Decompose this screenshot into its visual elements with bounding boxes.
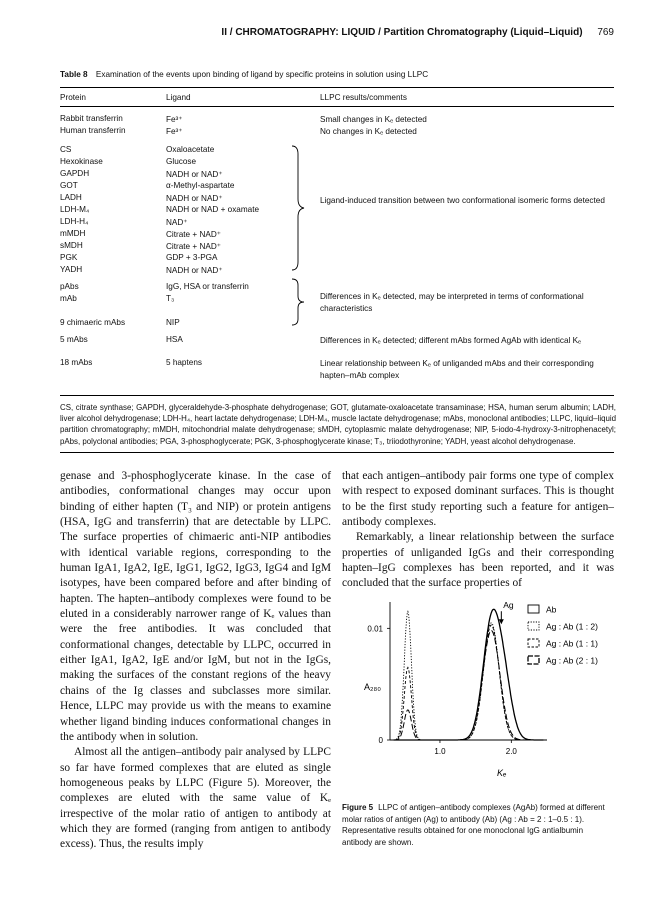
table-caption bbox=[60, 70, 428, 79]
table-top-rule bbox=[60, 87, 614, 88]
body-paragraph: genase and 3-phosphoglycerate kinase. In the case of antibodies, conformational changes may occur upon binding of either hapten (T₃ and NIP) or protein antigens (HSA, IgG and transferrin) that are detectable by LLPC. The surface properties of chimaeric anti-NIP antibodies with identical variable regions, corresponding to the human IgA1, IgA2, IgE, IgG1, IgG2, IgG3, IgG4 and IgM isotypes, have been compared before and after binding of hapten. The hapten–antibody complexes were found to be eluted in a considerably narrower range of Kₑ values than were the free antibodies. It was concluded that conformational changes, detectable by LLPC, occurred in either IgA1, IgA2, IgE and/or IgM, but not in the IgGs, making the surfaces of the constant regions of the heavy chains of the Ig classes and subclasses more similar. Hence, LLPC may provide us with the means to examine whether ligand binding induces conformational changes in the antibody when in solution. bbox=[60, 470, 331, 743]
series-line-1 bbox=[394, 625, 544, 740]
legend-swatch bbox=[528, 605, 539, 613]
cell-ligand: GDP + 3-PGA bbox=[166, 253, 218, 262]
cell-result: Differences in Kₑ detected; different mAbs formed AgAb with identical Kₑ bbox=[320, 336, 582, 345]
legend-swatch bbox=[528, 639, 539, 647]
running-header bbox=[0, 27, 614, 38]
table-row bbox=[0, 126, 668, 138]
cell-protein: CS bbox=[60, 145, 72, 154]
table-row bbox=[0, 217, 668, 229]
peak-label: Ag bbox=[503, 600, 514, 611]
table-header-rule bbox=[60, 106, 614, 107]
table-row bbox=[0, 114, 668, 126]
cell-ligand: IgG, HSA or transferrin bbox=[166, 282, 249, 291]
cell-ligand: α-Methyl-aspartate bbox=[166, 181, 235, 190]
cell-ligand: Fe³⁺ bbox=[166, 127, 183, 136]
legend-swatch bbox=[528, 656, 539, 664]
running-title: II / CHROMATOGRAPHY: LIQUID / Partition Chromatography (Liquid–Liquid) bbox=[221, 27, 583, 38]
table-row bbox=[0, 265, 668, 277]
legend bbox=[528, 605, 598, 666]
body-right-column bbox=[342, 469, 614, 592]
plot-area bbox=[367, 598, 547, 756]
figure-5-chart bbox=[342, 598, 614, 798]
cell-protein: Rabbit transferrin bbox=[60, 114, 123, 123]
cell-protein: LDH-H₄ bbox=[60, 217, 89, 226]
table-row bbox=[0, 358, 668, 380]
cell-protein: mMDH bbox=[60, 229, 86, 238]
cell-ligand: Fe³⁺ bbox=[166, 115, 183, 124]
brace-group-2 bbox=[290, 278, 306, 326]
x-tick-label: 1.0 bbox=[434, 747, 446, 756]
cell-protein: mAb bbox=[60, 294, 77, 303]
cell-ligand: Citrate + NAD⁺ bbox=[166, 230, 222, 239]
table-row bbox=[0, 169, 668, 181]
table-row bbox=[0, 181, 668, 193]
series-line-3 bbox=[394, 609, 544, 740]
table-row bbox=[0, 229, 668, 241]
table-row bbox=[0, 241, 668, 253]
cell-result: No changes in Kₑ detected bbox=[320, 127, 417, 136]
column-header-results: LLPC results/comments bbox=[320, 93, 407, 102]
cell-protein: Hexokinase bbox=[60, 157, 103, 166]
table-row bbox=[0, 157, 668, 169]
body-paragraph: Remarkably, a linear relationship between the surface properties of unliganded IgGs and their corresponding hapten–IgG complexes has been reported, and it was concluded that the surface properties of bbox=[342, 531, 614, 590]
table-caption-text: Examination of the events upon binding of ligand by specific proteins in solution using LLPC bbox=[95, 70, 429, 79]
cell-ligand: NADH or NAD⁺ bbox=[166, 194, 223, 203]
cell-protein: pAbs bbox=[60, 282, 79, 291]
cell-protein: LADH bbox=[60, 193, 82, 202]
y-axis-label: A₂₈₀ bbox=[364, 682, 381, 692]
figure-label: Figure 5 bbox=[342, 803, 374, 812]
cell-ligand: HSA bbox=[166, 335, 183, 344]
cell-ligand: NADH or NAD⁺ bbox=[166, 266, 223, 275]
cell-ligand: 5 haptens bbox=[166, 358, 202, 367]
cell-ligand: NIP bbox=[166, 318, 180, 327]
cell-protein: LDH-M₄ bbox=[60, 205, 90, 214]
x-axis-label: Kₑ bbox=[497, 768, 507, 778]
brace-group-1 bbox=[290, 145, 306, 271]
legend-label: Ag : Ab (2 : 1) bbox=[546, 655, 598, 666]
legend-swatch bbox=[528, 622, 539, 630]
body-left-column bbox=[60, 469, 331, 853]
cell-ligand: T₃ bbox=[166, 294, 175, 303]
cell-protein: Human transferrin bbox=[60, 126, 126, 135]
footnote-rule bbox=[60, 452, 614, 453]
cell-protein: PGK bbox=[60, 253, 78, 262]
legend-label: Ag : Ab (1 : 1) bbox=[546, 638, 598, 649]
cell-ligand: Glucose bbox=[166, 157, 197, 166]
cell-protein: 9 chimaeric mAbs bbox=[60, 318, 126, 327]
column-header-ligand: Ligand bbox=[166, 93, 191, 102]
group-note-conformational-transition: Ligand-induced transition between two conformational isomeric forms detected bbox=[320, 196, 605, 205]
cell-ligand: NADH or NAD⁺ bbox=[166, 170, 223, 179]
legend-label: Ab bbox=[546, 604, 557, 615]
table-row bbox=[0, 205, 668, 217]
legend-label: Ag : Ab (1 : 2) bbox=[546, 621, 598, 632]
cell-protein: 5 mAbs bbox=[60, 335, 88, 344]
cell-result: Small changes in Kₑ detected bbox=[320, 115, 427, 124]
group-note-conformational-characteristics: Differences in Kₑ detected, may be interpreted in terms of conformational characteristics bbox=[320, 292, 584, 313]
cell-ligand: Oxaloacetate bbox=[166, 145, 215, 154]
column-header-protein: Protein bbox=[60, 93, 86, 102]
cell-ligand: NAD⁺ bbox=[166, 218, 188, 227]
table-row bbox=[0, 318, 668, 330]
y-tick-label: 0 bbox=[378, 736, 383, 745]
table-row bbox=[0, 145, 668, 157]
figure-caption-text: LLPC of antigen–antibody complexes (AgAb) formed at different molar ratios of antigen (Ag) to antibody (Ab) (Ag : Ab = 2 : 1–0.5 : 1). Representative results obtained for one monoclonal IgG antialbumin antibody are shown. bbox=[342, 803, 605, 847]
body-paragraph: that each antigen–antibody pair forms one type of complex with respect to exposed dominant surfaces. This is thought to be the first study reporting such a feature for antigen–antibody complexes. bbox=[342, 470, 614, 529]
table-label: Table 8 bbox=[60, 70, 88, 79]
table-footnote: CS, citrate synthase; GAPDH, glyceraldehyde-3-phosphate dehydrogenase; GOT, glutamate-oxaloacetate transaminase; HSA, human serum albumin; LADH, liver alcohol dehydrogenase; LDH-H₄, heart lactate dehydrogenase; LDH-M₄, muscle lactate dehydrogenase; mAbs, monoclonal antibodies; LLPC, liquid–liquid partition chromatography; mMDH, mitochondrial malate dehydrogenase; sMDH, cytoplasmic malate dehydrogenase; NIP, 5-iodo-4-hydroxy-3-nitrophenacetyl; pAbs, polyclonal antibodies; PGA, 3-phosphoglycerate; PGK, 3-phosphoglycerate kinase; T₃, triiodothyronine; YADH, yeast alcohol dehydrogenase. bbox=[60, 403, 616, 446]
figure-caption bbox=[342, 802, 614, 848]
y-tick-label: 0.01 bbox=[367, 624, 383, 634]
cell-protein: GAPDH bbox=[60, 169, 90, 178]
table-row bbox=[0, 335, 668, 347]
cell-protein: sMDH bbox=[60, 241, 83, 250]
body-paragraph: Almost all the antigen–antibody pair analysed by LLPC so far have formed complexes that are eluted as single homogeneous peaks by LLPC (Figure 5). Moreover, the complexes are eluted with the same value of Kₑ irrespective of the molar ratio of antigen to antibody at which they are formed (ranging from antigen to antibody excess). Thus, the results imply bbox=[60, 746, 331, 851]
cell-protein: GOT bbox=[60, 181, 78, 190]
cell-ligand: NADH or NAD + oxamate bbox=[166, 205, 260, 214]
cell-protein: 18 mAbs bbox=[60, 358, 93, 367]
table-bottom-rule bbox=[60, 395, 614, 396]
series-line-0 bbox=[394, 612, 544, 740]
page-number: 769 bbox=[597, 27, 614, 38]
cell-protein: YADH bbox=[60, 265, 83, 274]
x-tick-label: 2.0 bbox=[505, 747, 517, 756]
cell-result: Linear relationship between Kₑ of unliganded mAbs and their corresponding hapten–mAb complex bbox=[320, 359, 594, 380]
cell-ligand: Citrate + NAD⁺ bbox=[166, 242, 222, 251]
table-row bbox=[0, 253, 668, 265]
series-line-2 bbox=[394, 631, 544, 740]
